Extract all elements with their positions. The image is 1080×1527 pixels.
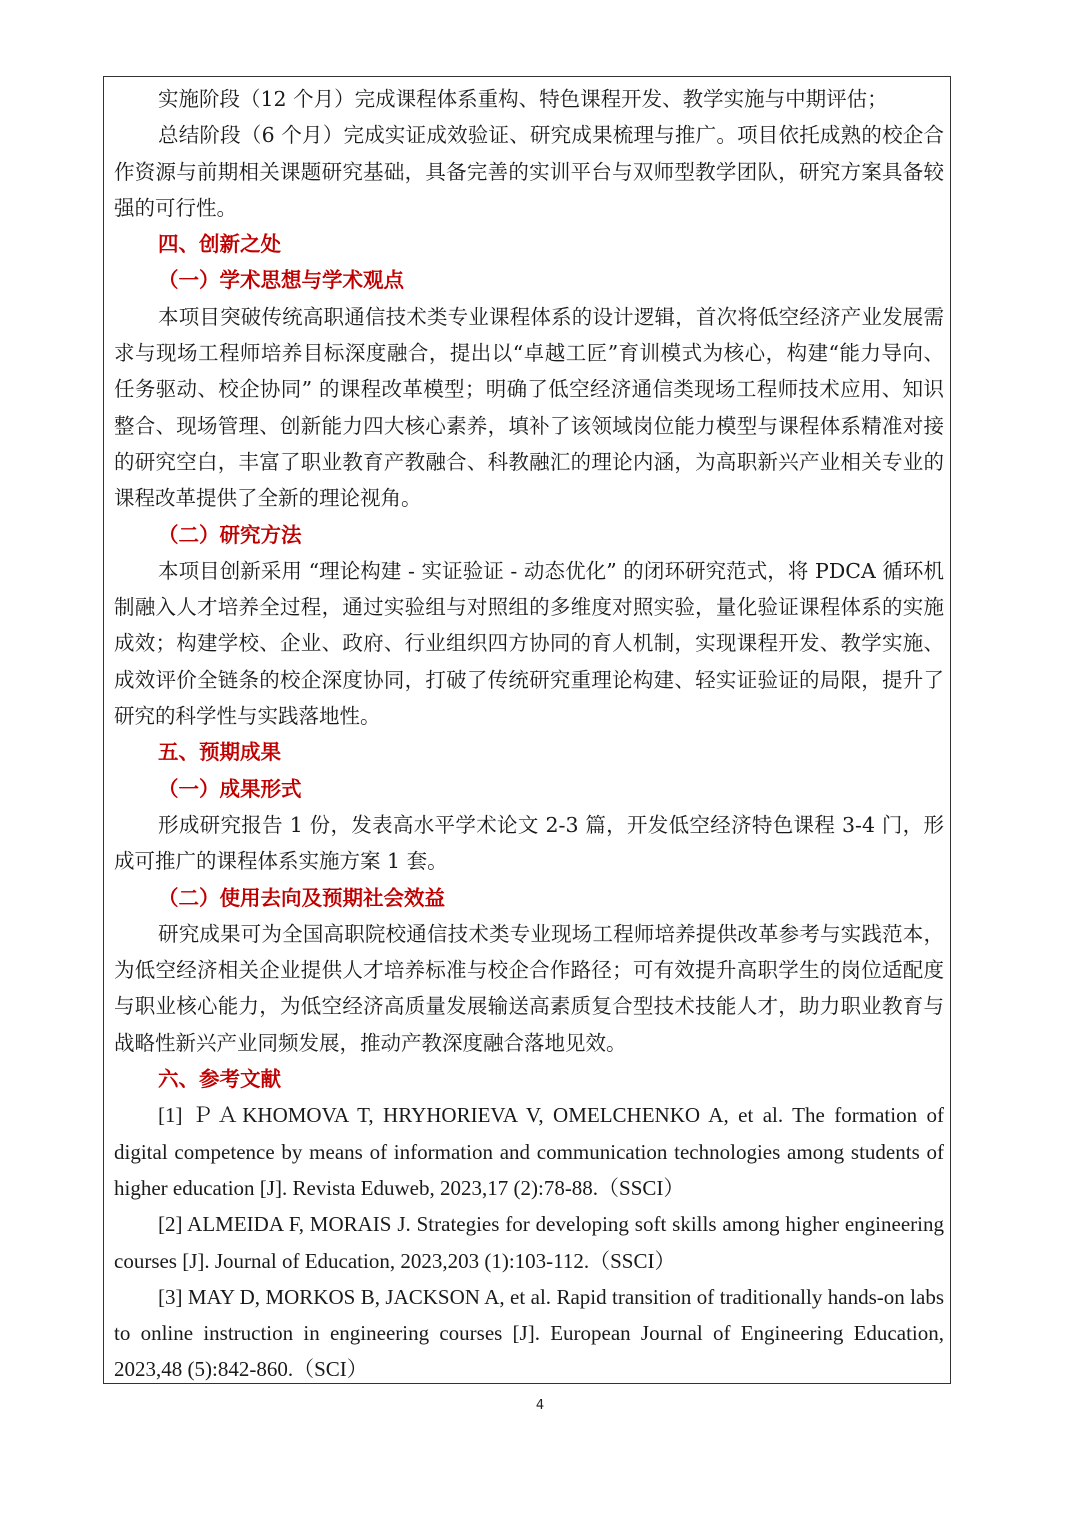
page-number: 4 bbox=[535, 1398, 545, 1413]
section-heading-references: 六、参考文献 bbox=[158, 1067, 281, 1092]
subheading-usage-benefit: （二）使用去向及预期社会效益 bbox=[158, 885, 445, 910]
paragraph-usage-benefit: 研究成果可为全国高职院校通信技术类专业现场工程师培养提供改革参考与实践范本，为低空经济相关企业提供人才培养标准与校企合作路径；可有效提升高职学生的岗位适配度与职业核心能力，为低空经济高质量发展输送高素质复合型技术技能人才，助力职业教育与战略性新兴产业同频发展，推动产教深度融合落地见效。 bbox=[114, 921, 944, 1055]
paragraph-research-method: 本项目创新采用 “理论构建 - 实证验证 - 动态优化” 的闭环研究范式，将 PDCA 循环机制融入人才培养全过程，通过实验组与对照组的多维度对照实验，量化验证课程体系的实施成效；构建学校、企业、政府、行业组织四方协同的育人机制，实现课程开发、教学实施、成效评价全链条的校企深度协同，打破了传统研究重理论构建、轻实证验证的局限，提升了研究的科学性与实践落地性。 bbox=[114, 558, 944, 729]
subheading-result-form: （一）成果形式 bbox=[158, 776, 302, 801]
reference-item: [1] ＰＡKHOMOVA T, HRYHORIEVA V, OMELCHENKO A, et al. The formation of digital competence by means of information and communication technologies among students of higher education [J]. Revista Eduweb, 2023,17 (2):78-88.（SSCI） bbox=[114, 1103, 944, 1200]
section-heading-expected-results: 五、预期成果 bbox=[158, 740, 281, 765]
reference-item: [3] MAY D, MORKOS B, JACKSON A, et al. Rapid transition of traditionally hands-on labs to online instruction in engineering courses [J]. European Journal of Engineering Education, 2023,48 (5):842-860.（SCI） bbox=[114, 1284, 944, 1382]
subheading-research-method: （二）研究方法 bbox=[158, 522, 302, 547]
paragraph-summary-phase: 总结阶段（6 个月）完成实证成效验证、研究成果梳理与推广。项目依托成熟的校企合作资源与前期相关课题研究基础，具备完善的实训平台与双师型教学团队，研究方案具备较强的可行性。 bbox=[114, 123, 944, 220]
paragraph-result-form: 形成研究报告 1 份，发表高水平学术论文 2-3 篇，开发低空经济特色课程 3-4 门，形成可推广的课程体系实施方案 1 套。 bbox=[114, 812, 944, 874]
paragraph-academic-thought: 本项目突破传统高职通信技术类专业课程体系的设计逻辑，首次将低空经济产业发展需求与现场工程师培养目标深度融合，提出以“卓越工匠”育训模式为核心，构建“能力导向、任务驱动、校企协同” 的课程改革模型；明确了低空经济通信类现场工程师技术应用、知识整合、现场管理、创新能力四大核心素养，填补了该领域岗位能力模型与课程体系精准对接的研究空白，丰富了职业教育产教融合、科教融汇的理论内涵，为高职新兴产业相关专业的课程改革提供了全新的理论视角。 bbox=[114, 304, 944, 511]
document-body bbox=[114, 81, 944, 1388]
subheading-academic-thought: （一）学术思想与学术观点 bbox=[158, 268, 404, 293]
paragraph-implementation-phase: 实施阶段（12 个月）完成课程体系重构、特色课程开发、教学实施与中期评估； bbox=[158, 87, 888, 111]
section-heading-innovation: 四、创新之处 bbox=[158, 232, 281, 257]
reference-item: [2] ALMEIDA F, MORAIS J. Strategies for developing soft skills among higher engineering courses [J]. Journal of Education, 2023,203 (1):103-112.（SSCI） bbox=[114, 1212, 944, 1273]
